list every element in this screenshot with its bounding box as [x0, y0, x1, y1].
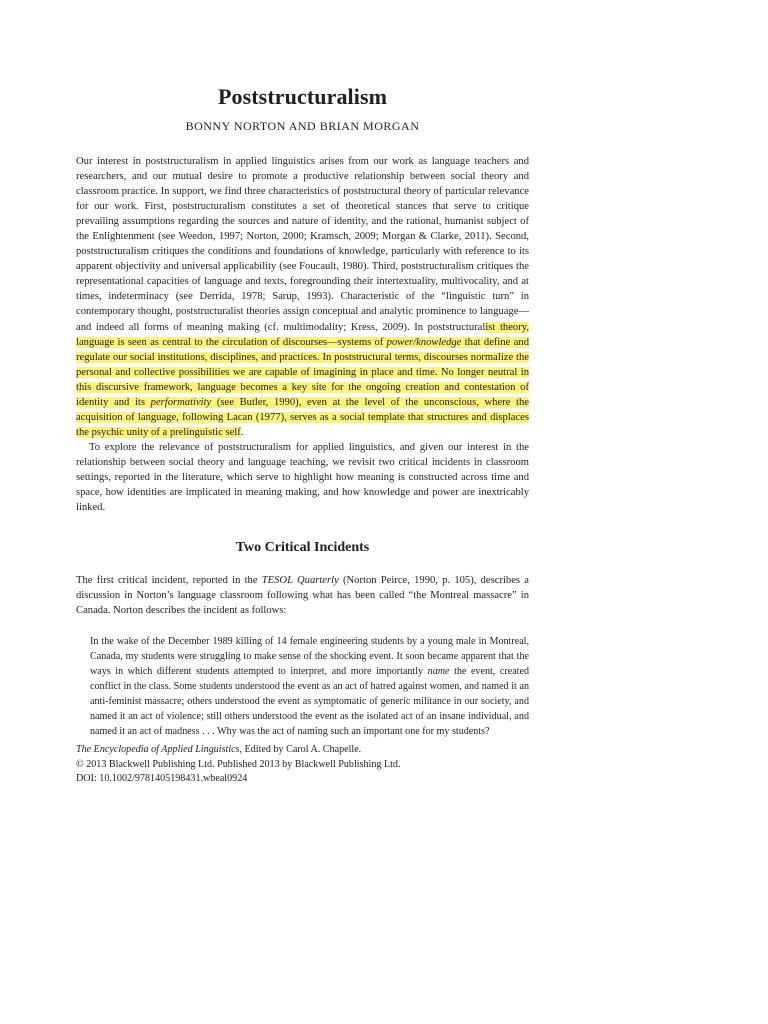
quote-text-2: the event, created conflict in the class. Some students understood the event as an act of hatred against women, and named it an anti-feminist massacre; others understood the event as symptomatic of generic militance in our society, and named it an act of violence; still others understood the event as the isolated act of an insane individual, and named it an act of madness . . . Why was the act of naming such an important one for my students?: [90, 666, 530, 738]
section-text-rest: (Norton Peirce, 1990, p. 105), describes a discussion in Norton’s language classroom following what has been called “the Montreal massacre” in Canada. Norton describes the incident as follows:: [76, 575, 529, 617]
journal-title: TESOL Quarterly: [261, 575, 339, 587]
intro-paragraph: [76, 154, 529, 440]
highlight-emphasis-performativity: performativity: [150, 396, 212, 408]
highlight-text-1: ist theory, language is seen as central to the circulation of discourses—systems of: [76, 321, 529, 348]
intro-text: Our interest in poststructuralism in applied linguistics arises from our work as language teachers and researchers, and our mutual desire to promote a productive relationship between social theory and classroom practice. In support, we find three characteristics of poststructural theory of particular relevance for our work. First, poststructuralism constitutes a set of theoretical stances that serve to critique prevailing assumptions regarding the sources and nature of identity, and the rational, humanist subject of the Enlightenment (see Weedon, 1997; Norton, 2000; Kramsch, 2009; Morgan & Clarke, 2011). Second, poststructuralism critiques the conditions and foundations of knowledge, particularly with reference to its apparent objectivity and universal applicability (see Foucault, 1980). Third, poststructuralism critiques the representational capacities of language and texts, foregrounding their intertextuality, multivocality, and at times, indeterminacy (see Derrida, 1978; Sarup, 1993). Characteristic of the “linguistic turn” in contemporary thought, poststructuralist theories assign conceptual and analytic prominence to language—and indeed all forms of meaning making (cf. multimodality; Kress, 2009). In poststructural: [76, 156, 529, 333]
article-authors: BONNY NORTON AND BRIAN MORGAN: [185, 119, 420, 133]
citation-footer: [76, 743, 529, 787]
footer-doi: DOI: 10.1002/9781405198431.wbeal0924: [76, 773, 248, 785]
footer-editor: , Edited by Carol A. Chapelle.: [239, 744, 362, 756]
highlight-emphasis-power-knowledge: power/knowledge: [386, 336, 462, 348]
quote-emphasis-name: name: [427, 666, 450, 678]
intro-end: .: [240, 426, 244, 438]
highlight-text-3: (see Butler, 1990), even at the level of the unconscious, where the acquisition of language, following Lacan (1977), serves as a social template that structures and displaces the psychic unity of a prelinguistic self: [76, 396, 529, 438]
block-quote: [90, 634, 529, 739]
second-paragraph: To explore the relevance of poststructuralism for applied linguistics, and given our interest in the relationship between social theory and language teaching, we revisit two critical incidents in classroom settings, reported in the literature, which serve to highlight how meaning is constructed across time and space, how identities are implicated in meaning making, and how knowledge and power are inextricably linked.: [76, 441, 529, 514]
section-heading: Two Critical Incidents: [235, 540, 370, 556]
section-paragraph: [76, 573, 529, 618]
document-page: [76, 84, 529, 787]
section-text-start: The first critical incident, reported in the: [76, 575, 262, 587]
article-title: Poststructuralism: [217, 84, 388, 109]
footer-copyright: © 2013 Blackwell Publishing Ltd. Published 2013 by Blackwell Publishing Ltd.: [76, 758, 401, 770]
quote-text-1: In the wake of the December 1989 killing of 14 female engineering students by a young male in Montreal, Canada, my students were struggling to make sense of the shocking event. It soon became apparent that the ways in which different students attempted to interpret, and more importantly: [90, 636, 529, 678]
highlighted-passage: [76, 322, 529, 438]
highlight-text-2: that define and regulate our social institutions, disciplines, and practices. In poststructural terms, discourses normalize the personal and collective possibilities we are capable of imagining in place and time. No longer neutral in this discursive framework, language becomes a key site for the ongoing creation and contestation of identity and its: [76, 336, 529, 408]
encyclopedia-title: The Encyclopedia of Applied Linguistics: [76, 744, 240, 756]
footer-line-encyclopedia: [76, 743, 529, 758]
